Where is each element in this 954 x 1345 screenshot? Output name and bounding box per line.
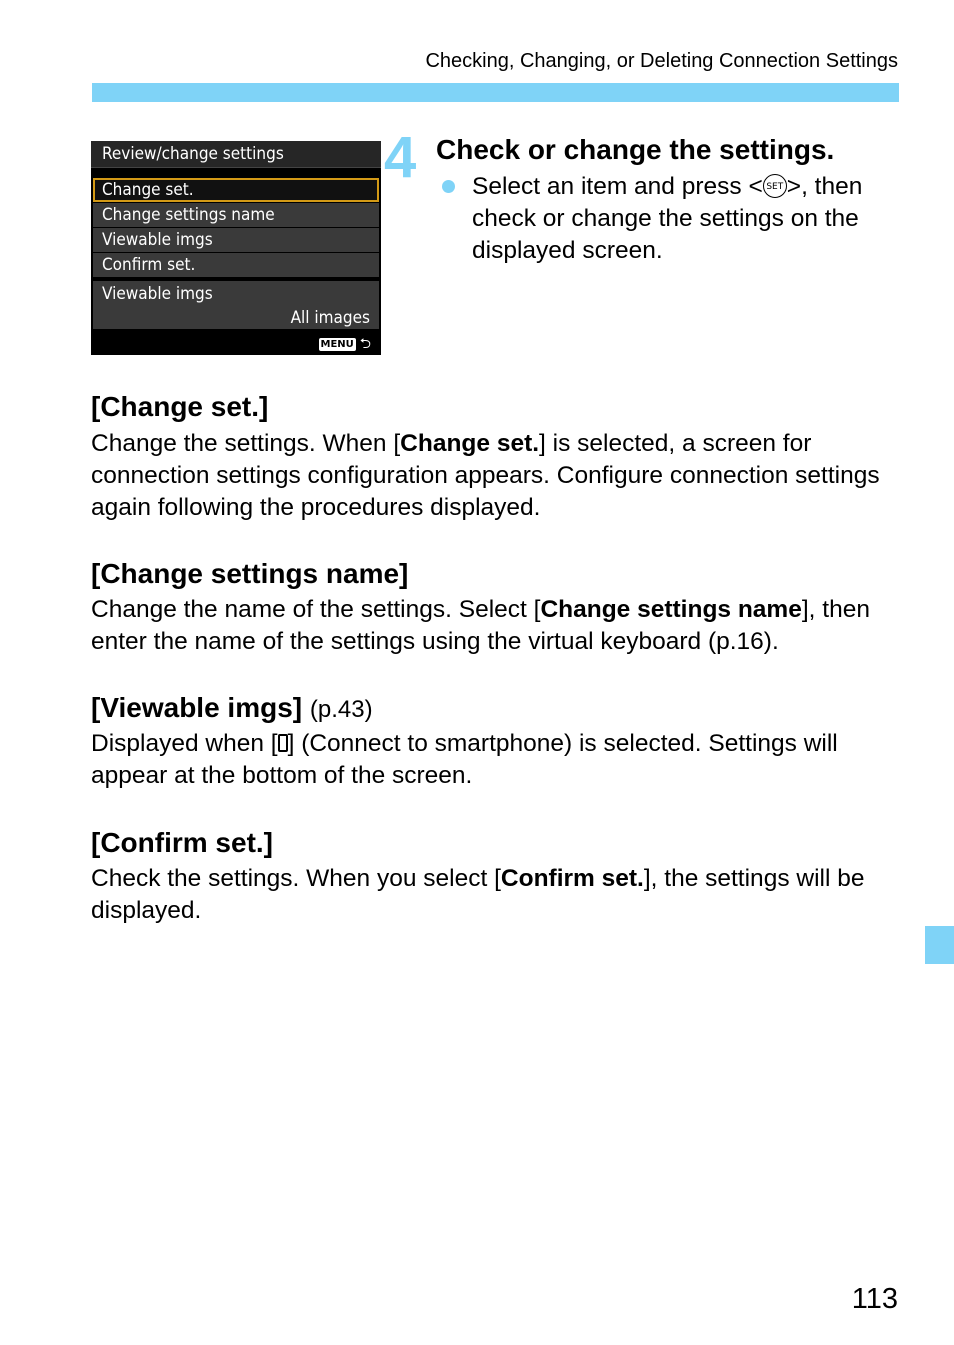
bullet-icon xyxy=(442,180,455,193)
section-body-confirm: Check the settings. When you select [Confirm set.], the settings will be displayed. xyxy=(91,865,865,924)
camera-menu-item-viewable-imgs[interactable]: Viewable imgs xyxy=(93,228,379,252)
camera-info-panel xyxy=(93,281,379,329)
menu-button-icon: MENU xyxy=(320,338,354,350)
header-bar xyxy=(92,83,899,102)
section-body-change-set: Change the settings. When [Change set.] is selected, a screen for connection settings configuration appears. Configure connection settings again following the procedures displayed. xyxy=(91,430,880,521)
set-button-icon: SET xyxy=(763,174,787,198)
camera-menu-item-change-set[interactable]: Change set. xyxy=(93,178,379,202)
camera-menu-item-confirm-set[interactable]: Confirm set. xyxy=(93,253,379,277)
camera-info-label: Viewable imgs xyxy=(102,284,213,304)
camera-screen-title: Review/change settings xyxy=(91,141,381,168)
side-tab xyxy=(925,926,954,964)
section-body-viewable: Displayed when [ ] (Connect to smartphone) is selected. Settings will appear at the bottom of the screen. xyxy=(91,730,838,789)
step-title: Check or change the settings. xyxy=(436,134,835,165)
section-title-change-set: [Change set.] xyxy=(91,391,269,422)
running-header: Checking, Changing, or Deleting Connection Settings xyxy=(425,50,898,72)
camera-info-value: All images xyxy=(290,308,370,328)
camera-menu-item-change-settings-name[interactable]: Change settings name xyxy=(93,203,379,227)
section-title-confirm: [Confirm set.] xyxy=(91,827,273,858)
section-body-change-name: Change the name of the settings. Select [Change settings name], then enter the name of the settings using the virtual keyboard (p.16). xyxy=(91,596,870,655)
smartphone-icon xyxy=(278,734,288,752)
section-title-viewable: [Viewable imgs] (p.43) xyxy=(91,692,373,723)
step-instruction: Select an item and press < SET >, then check or change the settings on the displayed screen. xyxy=(472,173,863,264)
step-number: 4 xyxy=(384,125,417,190)
camera-footer xyxy=(319,337,372,351)
back-arrow-icon: ⮌ xyxy=(359,336,371,352)
camera-screen xyxy=(91,141,381,355)
section-title-change-name: [Change settings name] xyxy=(91,558,409,589)
page-number: 113 xyxy=(851,1283,898,1315)
